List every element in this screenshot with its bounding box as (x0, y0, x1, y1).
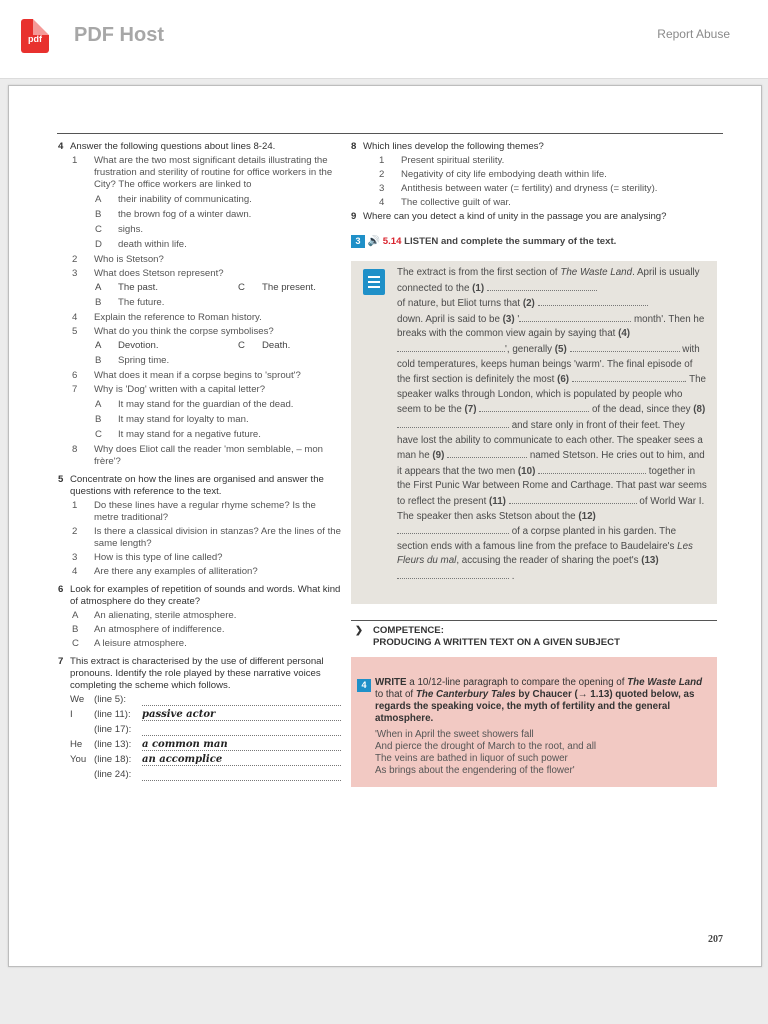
q4-3-options-row1: A The past. C The present. (95, 282, 316, 293)
q4-5-options-row1: A Devotion. C Death. (95, 340, 291, 351)
task-4-badge: 4 (357, 679, 371, 692)
voice-answer-field[interactable]: passive actor (142, 709, 341, 721)
site-header (0, 0, 768, 79)
blank-3[interactable] (519, 312, 631, 322)
q5-item-1: 1 Do these lines have a regular rhyme scheme? Is the metre traditional? (72, 500, 316, 523)
voices-row-we: We (line 5): (58, 694, 343, 708)
q8-item-3: 3 Antithesis between water (= fertility) and dryness (= sterility). (379, 183, 658, 194)
blank-6[interactable] (572, 372, 684, 382)
blank-9[interactable] (447, 448, 527, 458)
report-abuse-link[interactable]: Report Abuse (657, 27, 730, 41)
right-column (351, 141, 717, 787)
q5-item-4: 4 Are there any examples of alliteration? (72, 566, 258, 577)
chaucer-quote: 'When in April the sweet showers fall And pierce the drought of March to the root, and all The veins are bathed in liquor of such power As brings about the engendering of the flower' (375, 729, 597, 776)
task-4-text (375, 677, 711, 777)
blank-8[interactable] (397, 418, 509, 428)
chevron-right-icon: ❯ (355, 625, 364, 636)
q4-5-option-b: B Spring time. (95, 355, 170, 366)
q8-item-2: 2 Negativity of city life embodying death within life. (379, 169, 607, 180)
q4-item-7: 7 Why is 'Dog' written with a capital letter? (72, 384, 266, 395)
task-4-box (351, 657, 717, 787)
q4-7-option-c: C It may stand for a negative future. (95, 429, 261, 440)
q8-item-4: 4 The collective guilt of war. (379, 197, 511, 208)
notepad-icon (363, 269, 385, 295)
q4-1-option-d: D death within life. (95, 239, 187, 250)
q4-3-option-b: B The future. (95, 297, 165, 308)
question-4: 4 Answer the following questions about lines 8-24. (58, 141, 276, 152)
voice-answer-field[interactable] (142, 769, 341, 781)
question-8: 8 Which lines develop the following themes? (351, 141, 544, 152)
q5-item-2: 2 Is there a classical division in stanzas? Are the lines of the same length? (72, 526, 341, 549)
question-5: 5 Concentrate on how the lines are organised and answer the questions with reference to the text. (58, 474, 324, 497)
task-4-instruction: WRITE a 10/12-line paragraph to compare the opening of The Waste Land to that of The Canterbury Tales by Chaucer (→ 1.13) quoted below, as regards the speaking voice, the myth of fertility and the general atmosphere. (375, 677, 703, 724)
q4-1-option-b: B the brown fog of a winter dawn. (95, 209, 252, 220)
left-column (58, 141, 343, 784)
top-rule (57, 133, 723, 134)
voices-row-you: You (line 18): an accomplice (58, 754, 343, 768)
summary-text: The extract is from the first section of The Waste Land. April is usually connected to the (1) of nature, but Eliot turns that (2) down. April is said to be (3) ' month'. Then he breaks with the common view again by saying that (4) ', generally (5) with cold temperatures, keeps human beings 'warm'. The final episode of the first section is definitely the most (6) . The speaker walks through London, which is populated by people who seem to be the (7) of the dead, since they (8) and stare only in front of their feet. They have lost the ability to communicate to each other. The speaker sees a man he (9) named Stetson. He cries out to him, and it appears that the two men (10) together in the First Punic War between Rome and Carthage. That past war seems to reflect the present (11) of World War I. The speaker then asks Stetson about the (12) of a corpse planted in his garden. The section ends with a famous line from the preface to Baudelaire's Les Fleurs du mal, accusing the reader of sharing the poet's (13) . (397, 267, 707, 582)
q4-item-6: 6 What does it mean if a corpse begins to 'sprout'? (72, 370, 301, 381)
logo-text: pdf (28, 34, 42, 44)
voices-row-he: He (line 13): a common man (58, 739, 343, 753)
audio-track-number[interactable]: 5.14 (382, 236, 402, 247)
blank-1[interactable] (487, 281, 597, 291)
blank-5[interactable] (570, 342, 680, 352)
question-7: 7 This extract is characterised by the use of different personal pronouns. Identify the role played by these narrative voices completing the scheme which follows. (58, 656, 324, 691)
task-3-badge: 3 (351, 235, 365, 248)
q6-option-c: C A leisure atmosphere. (72, 638, 187, 649)
q4-item-8: 8 Why does Eliot call the reader 'mon semblable, – mon frère'? (72, 444, 323, 467)
q4-7-option-a: A It may stand for the guardian of the dead. (95, 399, 294, 410)
pdf-logo-icon[interactable] (21, 19, 49, 53)
competence-heading: ❯ COMPETENCE: PRODUCING A WRITTEN TEXT ON A GIVEN SUBJECT (351, 620, 717, 653)
q6-option-a: A An alienating, sterile atmosphere. (72, 610, 237, 621)
page-number: 207 (708, 934, 723, 945)
q5-item-3: 3 How is this type of line called? (72, 552, 223, 563)
q4-1-option-a: A their inability of communicating. (95, 194, 252, 205)
voice-answer-field[interactable]: an accomplice (142, 754, 341, 766)
voice-answer-field[interactable] (142, 724, 341, 736)
voice-answer-field[interactable] (142, 694, 341, 706)
q6-option-b: B An atmosphere of indifference. (72, 624, 225, 635)
blank-11[interactable] (509, 494, 637, 504)
audio-speaker-icon[interactable]: 🔊 (367, 236, 381, 247)
voice-answer-field[interactable]: a common man (142, 739, 341, 751)
question-9: 9 Where can you detect a kind of unity in the passage you are analysing? (351, 211, 667, 222)
task-3-header: 3 🔊 5.14 LISTEN and complete the summary of the text. (351, 235, 717, 249)
blank-7[interactable] (479, 402, 589, 412)
q4-7-option-b: B It may stand for loyalty to man. (95, 414, 249, 425)
site-name[interactable]: PDF Host (74, 24, 164, 46)
blank-13[interactable] (397, 569, 509, 579)
q4-item-3: 3 What does Stetson represent? (72, 268, 224, 279)
voices-row-you-24: (line 24): (58, 769, 343, 783)
q4-item-2: 2 Who is Stetson? (72, 254, 164, 265)
q4-item-4: 4 Explain the reference to Roman history. (72, 312, 262, 323)
question-6: 6 Look for examples of repetition of sounds and words. What kind of atmosphere do they create? (58, 584, 341, 607)
q8-item-1: 1 Present spiritual sterility. (379, 155, 505, 166)
q4-item-1: 1 What are the two most significant details illustrating the frustration and sterility of routine for office workers in the City? The office workers are linked to (72, 155, 333, 190)
summary-box (351, 261, 717, 604)
q4-item-5: 5 What do you think the corpse symbolises? (72, 326, 274, 337)
voices-row-i: I (line 11): passive actor (58, 709, 343, 723)
voices-row-i-17: (line 17): (58, 724, 343, 738)
blank-4[interactable] (397, 342, 505, 352)
q4-1-option-c: C sighs. (95, 224, 144, 235)
blank-2[interactable] (538, 296, 648, 306)
blank-10[interactable] (538, 464, 646, 474)
blank-12[interactable] (397, 524, 509, 534)
